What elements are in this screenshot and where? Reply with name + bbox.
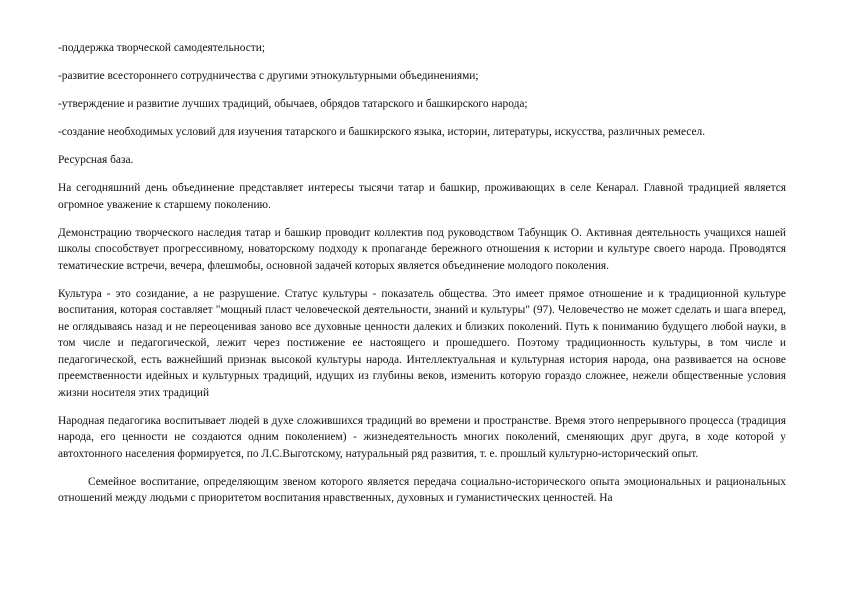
list-item-conditions: -создание необходимых условий для изучения татарского и башкирского языка, истории, литературы, искусства, различных ремесел. (58, 126, 706, 138)
list-item-support-creativity: -поддержка творческой самодеятельности; (58, 42, 266, 54)
document-page (58, 40, 786, 518)
paragraph-creative-heritage: Демонстрацию творческого наследия татар и башкир проводит коллектив под руководством Табунщик О. Активная деятельность учащихся нашей школы способствует прогрессивному, новаторскому подходу к пропаганде бережного отношения к истории и культуре своего народа. Проводятся тематические встречи, вечера, флешмобы, основной задачей которых является объединение молодого поколения. (58, 226, 786, 272)
section-heading-resource-base: Ресурсная база. (58, 154, 134, 166)
paragraph-folk-pedagogy: Народная педагогика воспитывает людей в духе сложившихся традиций во времени и пространстве. Время этого непрерывного процесса (традиция народа, его ценности не создаются одним поколением) - жизнедеятельность многих поколений, сменяющих друг друга, в ходе которой у автохтонного населения формируется, по Л.С.Выготскому, натуральный ряд развития, т. е. прошлый культурно-исторический опыт. (58, 414, 786, 460)
list-item-cooperation: -развитие всестороннего сотрудничества с другими этнокультурными объединениями; (58, 70, 479, 82)
paragraph-culture: Культура - это созидание, а не разрушение. Статус культуры - показатель общества. Это имеет прямое отношение и к традиционной культуре воспитания, которая составляет "мощный пласт человеческой деятельности, знаний и культуры" (97). Человечество не может сделать и шага вперед, не оглядываясь назад и не переоценивая заново все духовные ценности далеких и близких поколений. Путь к пониманию будущего любой науки, в том числе и педагогической, лежит через постижение ее настоящего и прошедшего. Поэтому традиционность культуры, в том числе и педагогической, есть важнейший признак высокой культуры народа. Интеллектуальная и культурная история народа, она развивается на основе преемственности идейных и культурных традиций, идущих из глубины веков, изменить которую гораздо сложнее, нежели общественные условия жизни носителя этих традиций (58, 287, 786, 399)
paragraph-family-education: Семейное воспитание, определяющим звеном которого является передача социально-исторического опыта эмоциональных и рациональных отношений между людьми с приоритетом воспитания нравственных, духовных и гуманистических ценностей. На (58, 475, 786, 504)
paragraph-association-today: На сегодняшний день объединение представляет интересы тысячи татар и башкир, проживающих в селе Кенарал. Главной традицией является огромное уважение к старшему поколению. (58, 182, 786, 211)
list-item-traditions: -утверждение и развитие лучших традиций, обычаев, обрядов татарского и башкирского народа; (58, 98, 528, 110)
